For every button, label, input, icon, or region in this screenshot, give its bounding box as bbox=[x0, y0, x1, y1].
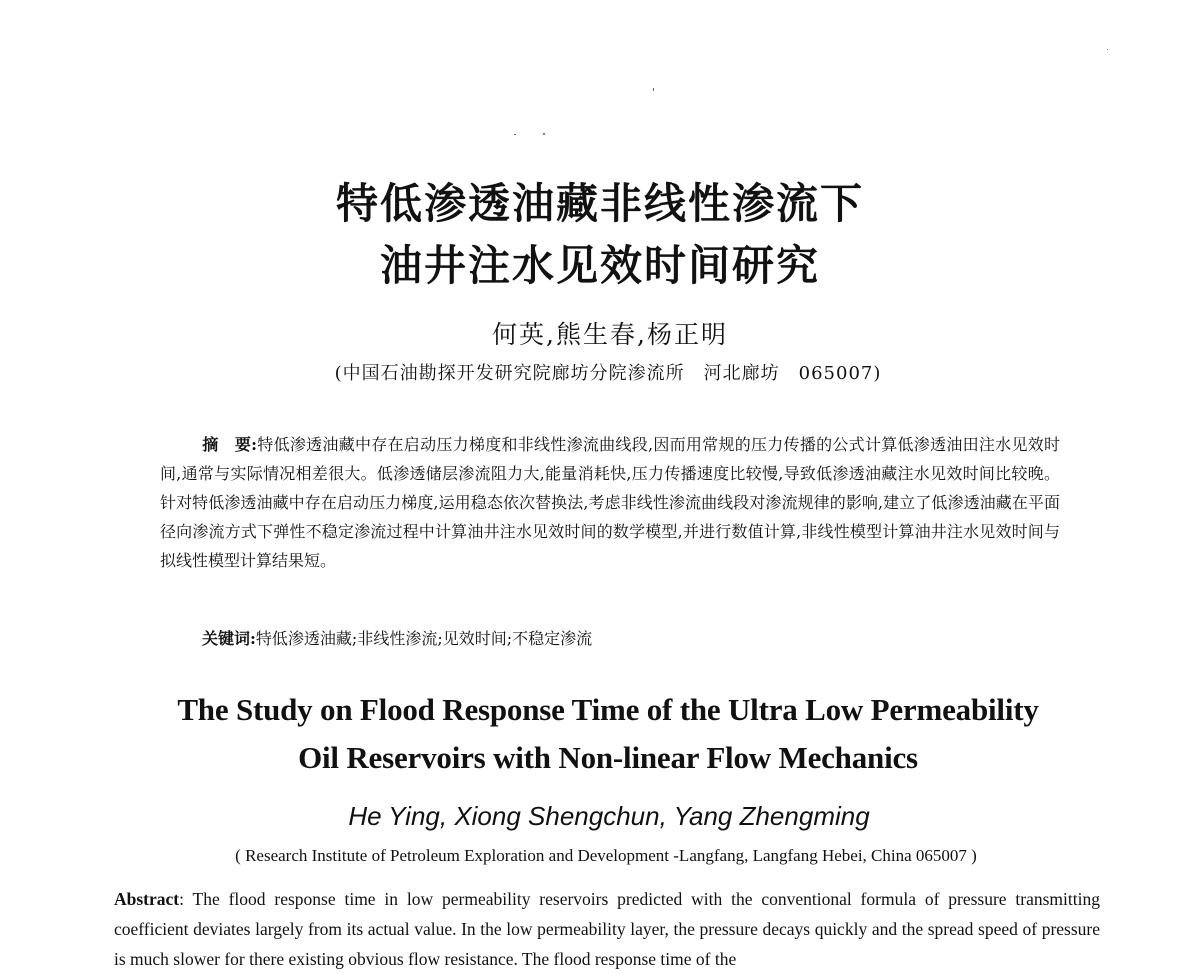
english-authors: He Ying, Xiong Shengchun, Yang Zhengming bbox=[348, 801, 870, 831]
chinese-abstract bbox=[160, 430, 1060, 575]
english-title-line-1: The Study on Flood Response Time of the Ultra Low Permeability bbox=[177, 692, 1039, 727]
scan-speck bbox=[543, 133, 545, 135]
english-abstract-label: Abstract bbox=[114, 889, 180, 909]
english-abstract-text: : The flood response time in low permeability reservoirs predicted with the conventional formula of pressure transmitting coefficient deviates largely from its actual value. In the low permeability layer, the pressure decays quickly and the spread speed of pressure is much slower for there existing obvious flow resistance. The flood response time of the bbox=[114, 889, 1100, 969]
chinese-title-line-1: 特低渗透油藏非线性渗流下 bbox=[335, 179, 864, 228]
scan-speck bbox=[1107, 49, 1108, 50]
english-affiliation: ( Research Institute of Petroleum Exploration and Development -Langfang, Langfang Hebei, China 065007 ) bbox=[235, 846, 977, 865]
chinese-title-line-2: 油井注水见效时间研究 bbox=[379, 241, 820, 290]
chinese-keywords-label: 关键词: bbox=[202, 629, 256, 648]
scan-speck bbox=[653, 88, 654, 91]
chinese-keywords bbox=[202, 625, 592, 653]
english-title-line-2: Oil Reservoirs with Non-linear Flow Mechanics bbox=[298, 740, 918, 775]
chinese-authors: 何英,熊生春,杨正明 bbox=[492, 320, 728, 349]
chinese-keywords-text: 特低渗透油藏;非线性渗流;见效时间;不稳定渗流 bbox=[255, 629, 593, 648]
chinese-affiliation: (中国石油勘探开发研究院廊坊分院渗流所 河北廊坊 065007) bbox=[334, 363, 882, 384]
scan-speck bbox=[514, 134, 516, 135]
english-abstract bbox=[114, 884, 1100, 974]
chinese-abstract-text: 特低渗透油藏中存在启动压力梯度和非线性渗流曲线段,因而用常规的压力传播的公式计算低渗透油田注水见效时间,通常与实际情况相差很大。低渗透储层渗流阻力大,能量消耗快,压力传播速度比较慢,导致低渗透油藏注水见效时间比较晚。针对特低渗透油藏中存在启动压力梯度,运用稳态依次替换法,考虑非线性渗流曲线段对渗流规律的影响,建立了低渗透油藏在平面径向渗流方式下弹性不稳定渗流过程中计算油井注水见效时间的数学模型,并进行数值计算,非线性模型计算油井注水见效时间与拟线性模型计算结果短。 bbox=[160, 435, 1060, 570]
chinese-abstract-label: 摘 要: bbox=[202, 435, 258, 454]
